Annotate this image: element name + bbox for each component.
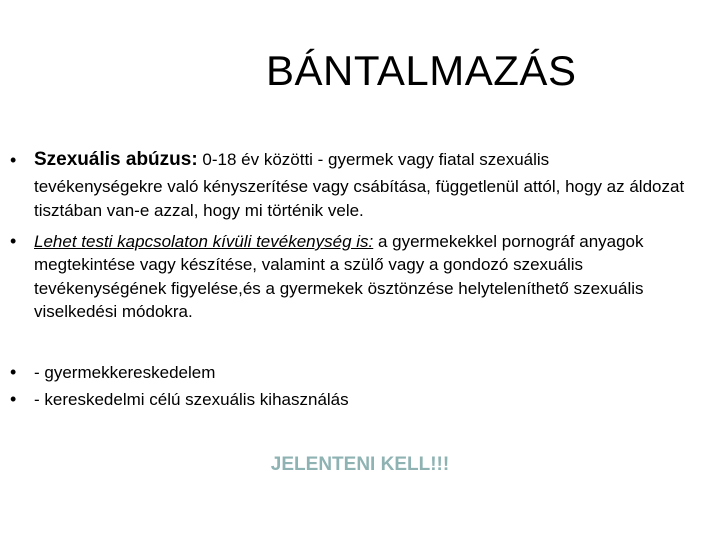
report-callout: JELENTENI KELL!!! [270, 454, 450, 475]
slide-title: BÁNTALMAZÁS [266, 47, 577, 94]
bullet-item-non-contact [34, 230, 710, 323]
bullet-item-trafficking: - gyermekkereskedelem [34, 363, 216, 382]
bullet-lead-underlined: Lehet testi kapcsolaton kívüli tevékenység is: [34, 232, 374, 251]
bullet-marker: • [10, 231, 17, 251]
bullet-continuation: tevékenységekre való kényszerítése vagy csábítása, függetlenül attól, hogy az áldozat tisztában van-e azzal, hogy mi történik vele. [34, 177, 685, 220]
bullet-marker: • [10, 362, 17, 382]
bullet-lead-rest: 0-18 év közötti - gyermek vagy fiatal szexuális [197, 150, 550, 169]
bullet-item-commercial-exploitation: - kereskedelmi célú szexuális kihasználás [34, 390, 349, 409]
bullet-item-sexual-abuse [34, 148, 710, 222]
bullet-marker: • [10, 150, 17, 170]
bullet-lead: Szexuális abúzus: [34, 149, 198, 170]
bullet-marker: • [10, 389, 17, 409]
bullet-lead-rest: a gyermekekkel pornográf anyagok megtekintése vagy készítése, valamint a szülő vagy a gondozó szexuális tevékenységének figyelése,és a gyermekek ösztönzése helyteleníthető szexuális viselkedési módokra. [34, 232, 644, 321]
